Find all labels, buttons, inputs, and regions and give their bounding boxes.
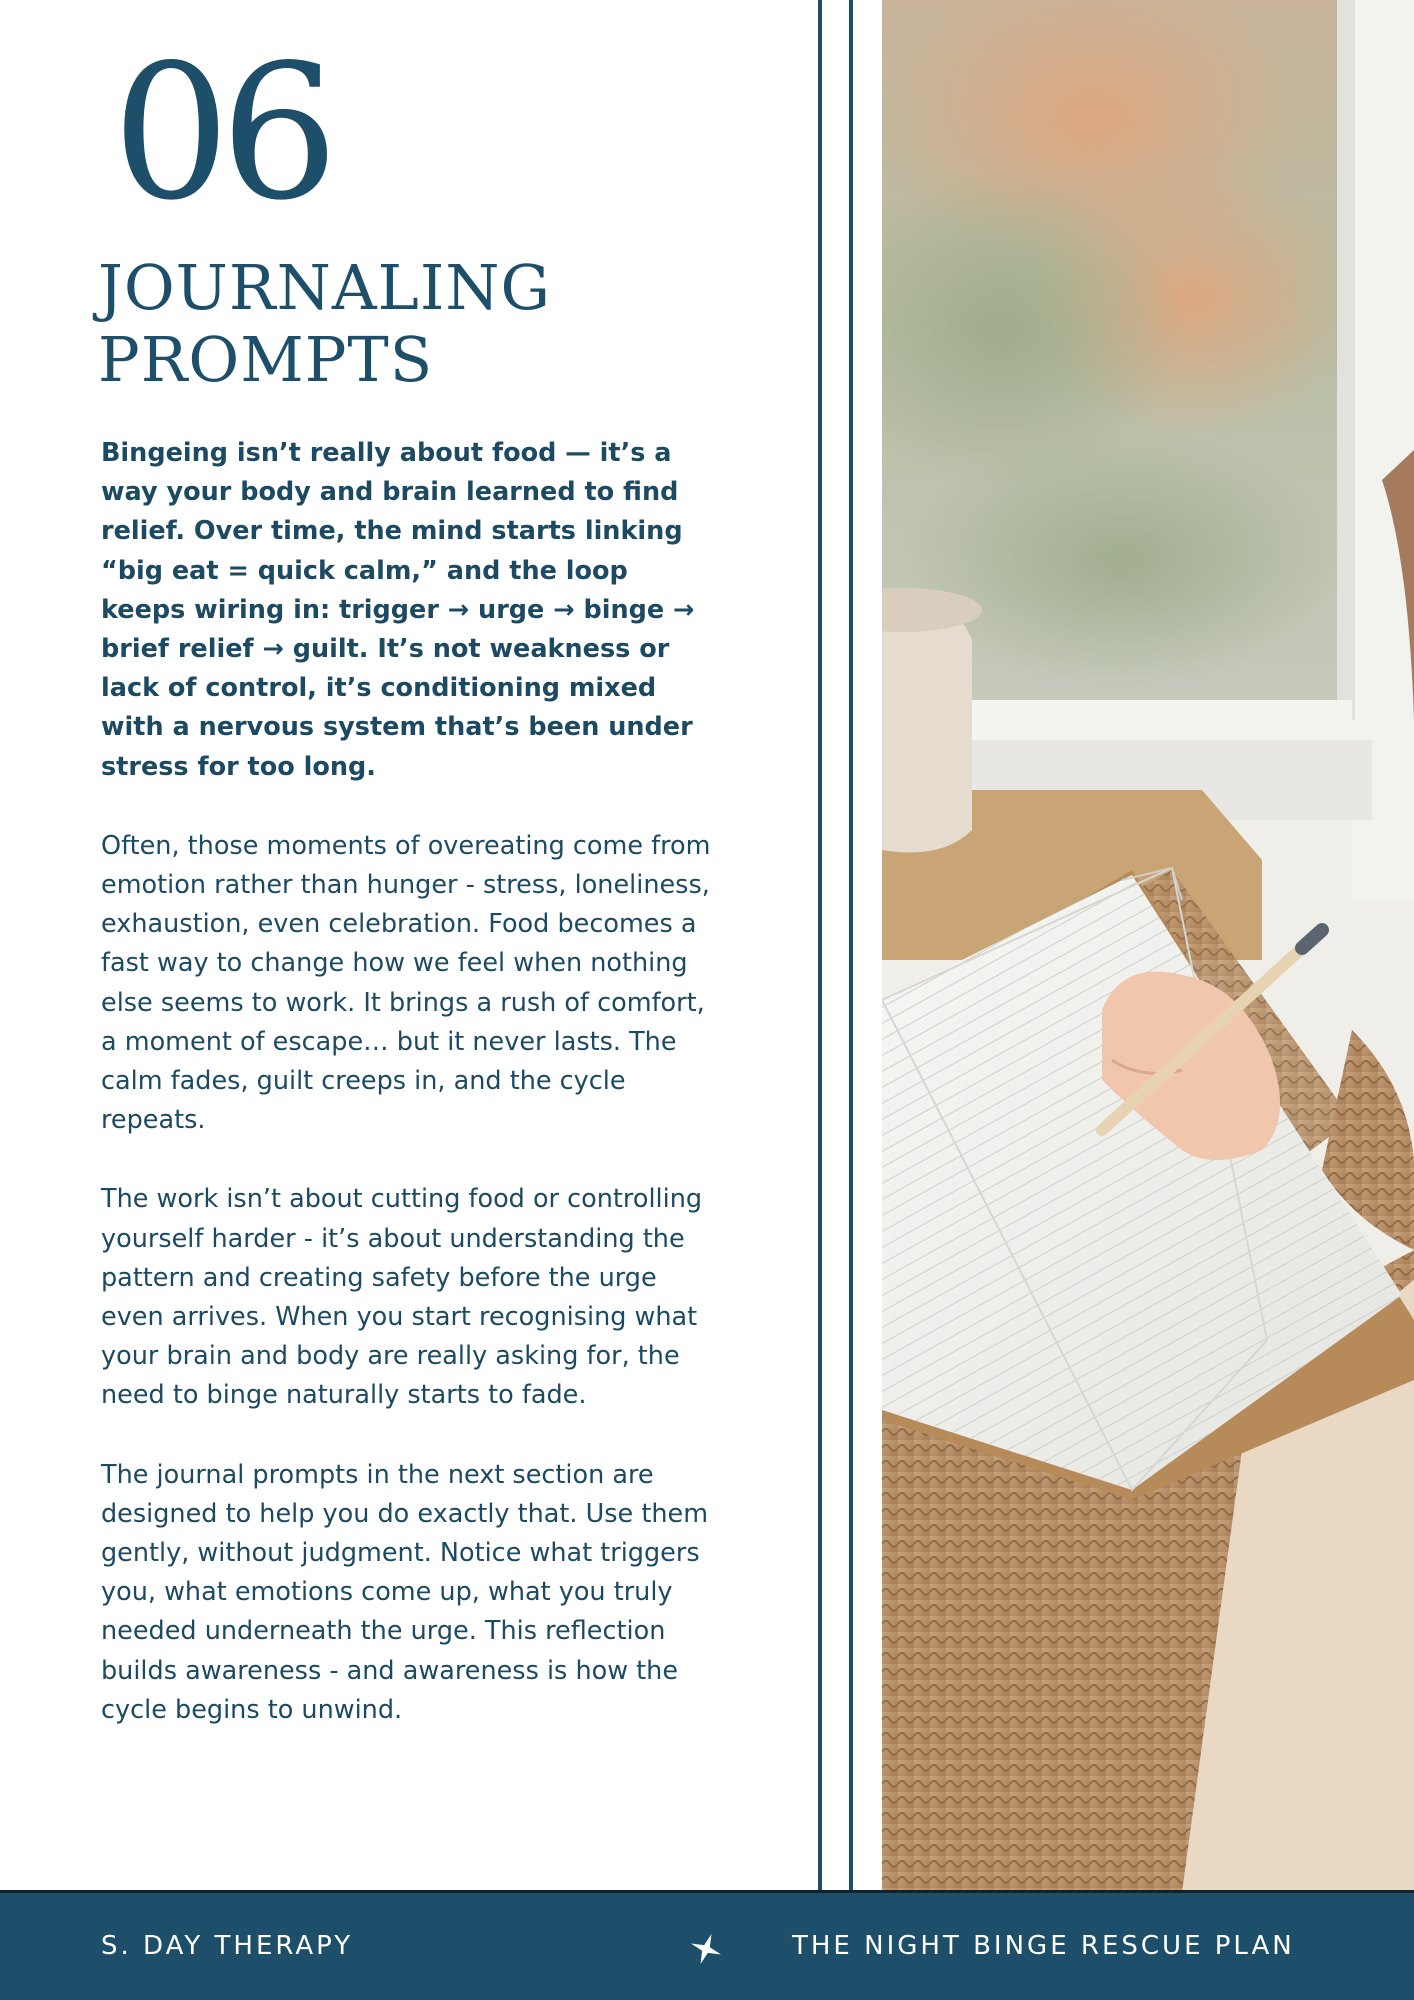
- footer-bar: [0, 1893, 1414, 2000]
- chapter-title-line-1: JOURNALING: [98, 251, 552, 324]
- paragraph-2: Often, those moments of overeating come from emotion rather than hunger - stress, loneliness, exhaustion, even celebration. Food becomes a fast way to change how we feel when nothing else seems to work. It brings a rush of comfort, a moment of escape… but it never lasts. The calm fades, guilt creeps in, and the cycle repeats.: [101, 830, 711, 1136]
- chapter-title: [98, 252, 698, 396]
- divider-line-left: [818, 0, 822, 1892]
- footer-guide-title: THE NIGHT BINGE RESCUE PLAN: [792, 1931, 1295, 1961]
- journaling-photo: [882, 0, 1414, 1892]
- paragraph-4: The journal prompts in the next section are designed to help you do exactly that. Use them gently, without judgment. Notice what triggers you, what emotions come up, what you truly needed underneath the urge. This reflection builds awareness - and awareness is how the cycle begins to unwind.: [101, 1459, 709, 1725]
- footer-brand: S. DAY THERAPY: [101, 1931, 354, 1961]
- body-text: [101, 434, 716, 1770]
- chapter-number: 06: [112, 24, 329, 241]
- sparkle-star-icon: [688, 1931, 724, 1967]
- divider-line-right: [849, 0, 853, 1892]
- paragraph-3: The work isn’t about cutting food or controlling yourself harder - it’s about understanding the pattern and creating safety before the urge even arrives. When you start recognising what your brain and body are really asking for, the need to binge naturally starts to fade.: [101, 1184, 703, 1411]
- chapter-title-line-2: PROMPTS: [98, 323, 434, 396]
- lead-paragraph: Bingeing isn’t really about food — it’s a way your body and brain learned to find relief. Over time, the mind starts linking “big eat = quick calm,” and the loop keeps wiring in: trigger → urge → binge → brief relief → guilt. It’s not weakness or lack of control, it’s conditioning mixed with a nervous system that’s been under stress for too long.: [101, 438, 695, 782]
